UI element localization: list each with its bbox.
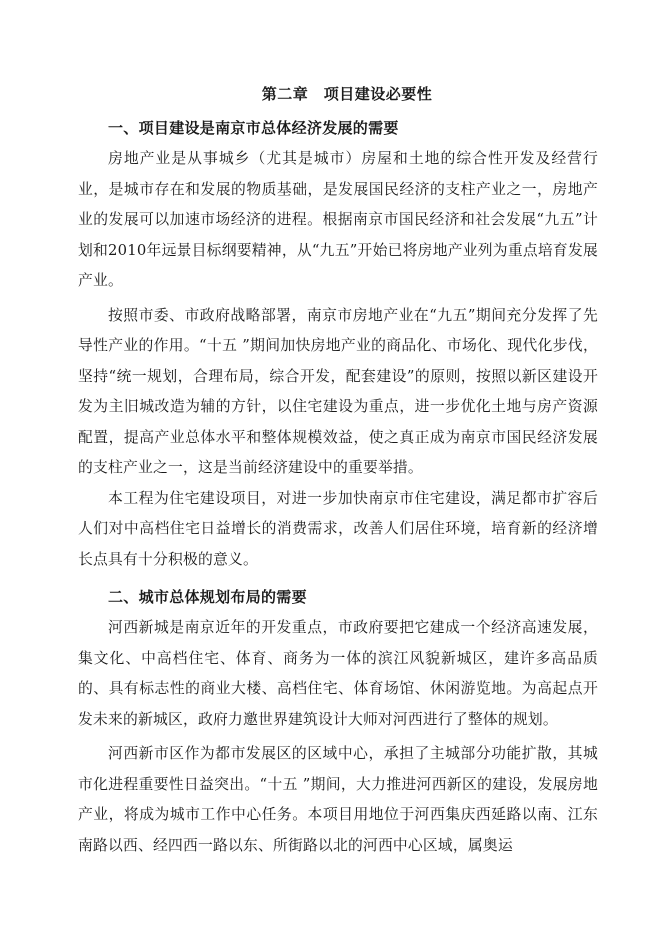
paragraph: 河西新城是南京近年的开发重点，市政府要把它建成一个经济高速发展，集文化、中高档住宅、体育、商务为一体的滨江风貌新城区，建许多高品质的、具有标志性的商业大楼、高档住宅、体育场馆、休闲游览地。为高起点开发未来的新城区，政府力邀世界建筑设计大师对河西进行了整体的规划。	[78, 619, 598, 728]
paragraph: 房地产业是从事城乡（尤其是城市）房屋和土地的综合性开发及经营行业，是城市存在和发展的物质基础，是发展国民经济的支柱产业之一，房地产业的发展可以加速市场经济的进程。根据南京市国民经济和社会发展“九五”计划和2010年远景目标纲要精神，从“九五”开始已将房地产业列为重点培育发展产业。	[78, 150, 598, 289]
paragraph: 本工程为住宅建设项目，对进一步加快南京市住宅建设，满足都市扩容后人们对中高档住宅日益增长的消费需求，改善人们居住环境，培育新的经济增长点具有十分积极的意义。	[78, 489, 598, 568]
chapter-title: 第二章 项目建设必要性	[261, 85, 433, 103]
paragraph: 按照市委、市政府战略部署，南京市房地产业在“九五”期间充分发挥了先导性产业的作用。“十五 ”期间加快房地产业的商品化、市场化、现代化步伐，坚持“统一规划，合理布局，综合开发，配套建设”的原则，按照以新区建设开发为主旧城改造为辅的方针，以住宅建设为重点，进一步优化土地与房产资源配置，提高产业总体水平和整体规模效益，使之真正成为南京市国民经济发展的支柱产业之一，这是当前经济建设中的重要举措。	[78, 306, 598, 476]
document-page	[78, 80, 598, 861]
section-urban-planning	[78, 581, 598, 861]
section-heading: 二、城市总体规划布局的需要	[108, 588, 307, 606]
section-heading: 一、项目建设是南京市总体经济发展的需要	[108, 119, 399, 137]
paragraph: 河西新市区作为都市发展区的区域中心，承担了主城部分功能扩散，其城市化进程重要性日益突出。“十五 ”期间，大力推进河西新区的建设，发展房地产业，将成为城市工作中心任务。本项目用地位于河西集庆西延路以南、江东南路以西、经四西一路以东、所街路以北的河西中心区域，属奥运	[78, 745, 598, 854]
section-economic-development	[78, 112, 598, 575]
